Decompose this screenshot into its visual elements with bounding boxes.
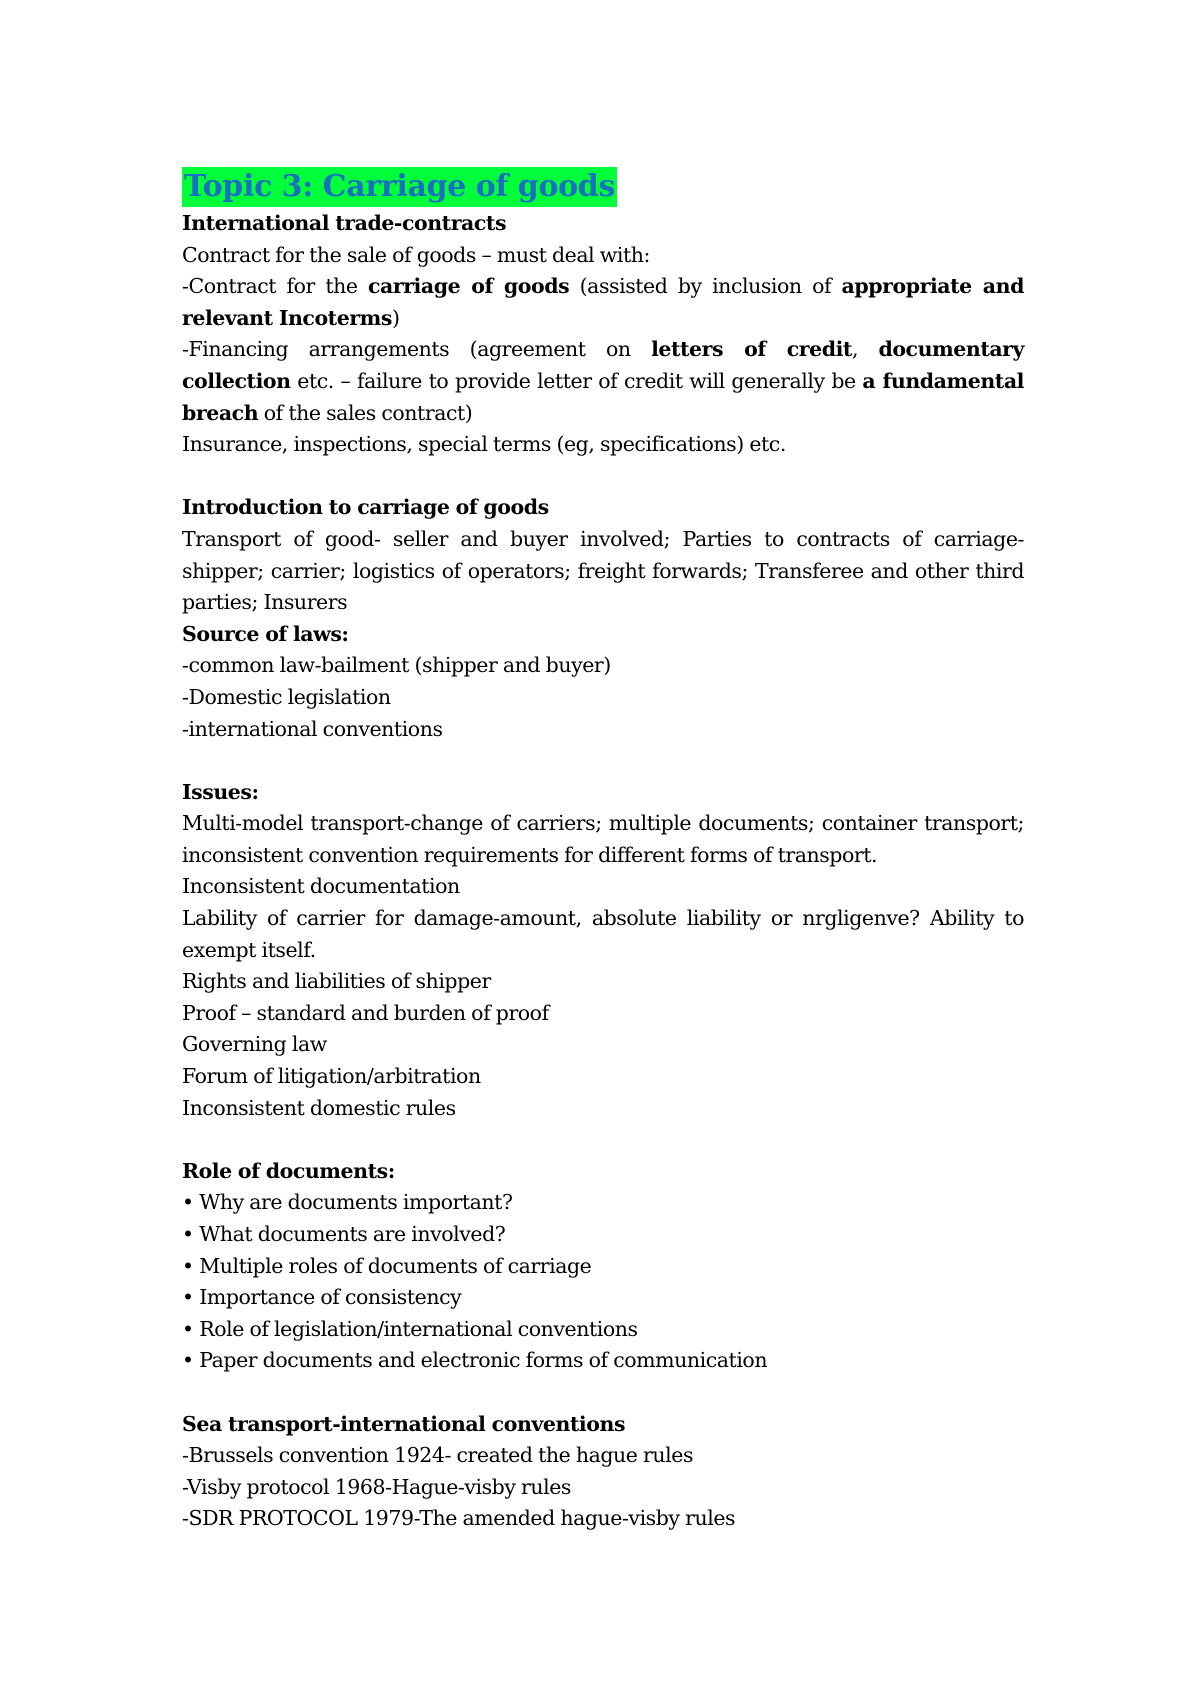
section-heading: Issues: <box>182 779 259 804</box>
page-title: Topic 3: Carriage of goods <box>182 167 617 207</box>
bold-text-run: a fundamental breach <box>182 368 1024 425</box>
list-item: Proof – standard and burden of proof <box>182 1000 549 1025</box>
list-item: Governing law <box>182 1032 327 1057</box>
bold-text-run: carriage of goods <box>367 274 570 299</box>
paragraph-line: Inconsistent documentation <box>182 874 460 899</box>
section-introduction <box>182 492 1024 745</box>
blank-line <box>182 461 1024 493</box>
paragraph-carriage-contract <box>182 271 1024 334</box>
bullet-item: • Importance of consistency <box>182 1285 462 1310</box>
subheading-source-of-laws: Source of laws: <box>182 621 349 646</box>
text-run: ) <box>391 305 400 330</box>
list-item: Rights and liabilities of shipper <box>182 969 491 994</box>
paragraph-line: Contract for the sale of goods – must deal with: <box>182 242 651 267</box>
list-item: -Domestic legislation <box>182 684 391 709</box>
section-issues <box>182 777 1024 1125</box>
bullet-item: • Role of legislation/international conventions <box>182 1316 638 1341</box>
section-sea-transport <box>182 1409 1024 1535</box>
blank-line <box>182 1377 1024 1409</box>
bold-text-run: letters of credit <box>651 337 852 362</box>
paragraph-line: Insurance, inspections, special terms (eg, specifications) etc. <box>182 432 786 457</box>
paragraph-liability: Lability of carrier for damage-amount, absolute liability or nrgligenve? Ability to exempt itself. <box>182 906 1024 962</box>
list-item: -Brussels convention 1924- created the hague rules <box>182 1443 694 1468</box>
text-run: -Contract for the <box>182 274 368 299</box>
section-heading: International trade-contracts <box>182 211 507 235</box>
bullet-item: • What documents are involved? <box>182 1222 506 1246</box>
section-role-of-documents <box>182 1156 1024 1377</box>
section-heading: Introduction to carriage of goods <box>182 495 549 520</box>
bold-text-run: appropriate and relevant Incoterms <box>182 274 1024 330</box>
bullet-item: • Multiple roles of documents of carriage <box>182 1253 592 1278</box>
text-run: (assisted by inclusion of <box>569 274 842 299</box>
bold-text-run: documentary collection <box>182 337 1024 393</box>
section-international-trade-contracts <box>182 208 1024 461</box>
list-item: -Visby protocol 1968-Hague-visby rules <box>182 1474 571 1499</box>
text-run: etc. – failure to provide letter of credit will generally be <box>290 368 863 393</box>
paragraph-financing <box>182 334 1024 429</box>
section-heading: Role of documents: <box>182 1158 395 1183</box>
list-item: -common law-bailment (shipper and buyer) <box>182 653 611 678</box>
bullet-item: • Paper documents and electronic forms of communication <box>182 1348 768 1373</box>
paragraph-transport: Transport of good- seller and buyer involved; Parties to contracts of carriage-shipper; carrier; logistics of operators; freight forwards; Transferee and other third parties; Insurers <box>182 526 1024 615</box>
section-heading: Sea transport-international conventions <box>182 1411 626 1436</box>
list-item: -international conventions <box>182 716 443 741</box>
text-run: , <box>851 337 879 362</box>
blank-line <box>182 1124 1024 1156</box>
text-run: of the sales contract) <box>258 400 473 425</box>
paragraph-multimodel: Multi-model transport-change of carriers; multiple documents; container transport; inconsistent convention requirements for different forms of transport. <box>182 811 1024 867</box>
list-item: -SDR PROTOCOL 1979-The amended hague-visby rules <box>182 1506 736 1531</box>
blank-line <box>182 745 1024 777</box>
list-item: Forum of litigation/arbitration <box>182 1064 481 1089</box>
text-run: -Financing arrangements (agreement on <box>182 337 652 362</box>
document-page <box>182 167 1024 1535</box>
list-item: Inconsistent domestic rules <box>182 1095 456 1120</box>
bullet-item: • Why are documents important? <box>182 1190 513 1215</box>
